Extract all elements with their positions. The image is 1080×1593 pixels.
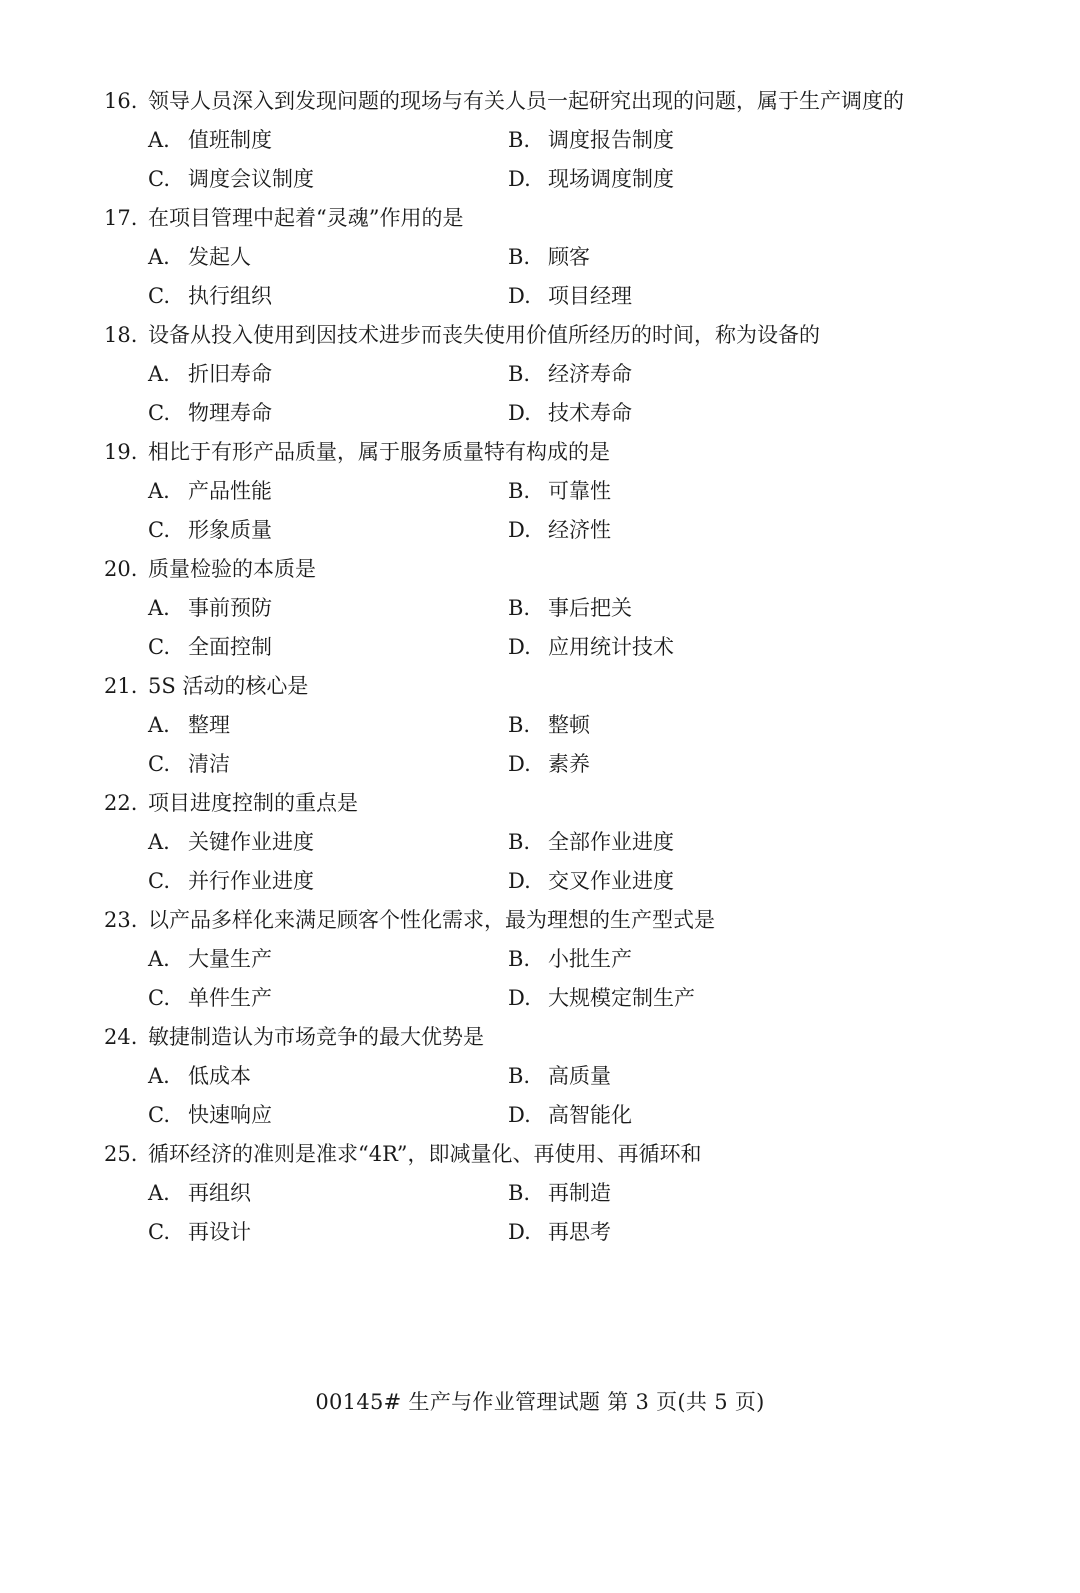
option-letter: A.: [148, 830, 170, 854]
question-item: [0, 1018, 1080, 1135]
option-d: [508, 1096, 632, 1135]
option-letter: A.: [148, 362, 170, 386]
option-letter: A.: [148, 713, 170, 737]
option-text: 再思考: [548, 1220, 611, 1244]
option-letter: B.: [508, 1181, 531, 1205]
question-text: 设备从投入使用到因技术进步而丧失使用价值所经历的时间，称为设备的: [148, 323, 820, 347]
option-a: [148, 121, 272, 160]
option-text: 产品性能: [188, 479, 272, 503]
option-letter: A.: [148, 947, 170, 971]
option-letter: A.: [148, 1064, 170, 1088]
option-text: 应用统计技术: [548, 635, 674, 659]
option-letter: D.: [508, 284, 531, 308]
question-item: [0, 1135, 1080, 1252]
option-letter: A.: [148, 596, 170, 620]
question-list: [0, 82, 1080, 1252]
question-text: 质量检验的本质是: [148, 557, 316, 581]
question-number: 17.: [104, 206, 138, 230]
option-text: 再设计: [188, 1220, 251, 1244]
question-text: 以产品多样化来满足顾客个性化需求，最为理想的生产型式是: [148, 908, 715, 932]
question-text: 相比于有形产品质量，属于服务质量特有构成的是: [148, 440, 610, 464]
option-d: [508, 1213, 611, 1252]
option-letter: C.: [148, 752, 170, 776]
question-item: [0, 433, 1080, 550]
option-text: 值班制度: [188, 128, 272, 152]
option-text: 单件生产: [188, 986, 272, 1010]
question-number: 23.: [104, 908, 138, 932]
option-b: [508, 706, 590, 745]
question-number: 16.: [104, 89, 138, 113]
question-text: 5S 活动的核心是: [148, 674, 309, 698]
option-c: [148, 862, 314, 901]
option-text: 经济寿命: [548, 362, 632, 386]
question-item: [0, 82, 1080, 199]
option-b: [508, 121, 674, 160]
option-c: [148, 628, 272, 667]
question-stem: [104, 901, 715, 940]
option-text: 现场调度制度: [548, 167, 674, 191]
option-letter: B.: [508, 245, 531, 269]
option-text: 大规模定制生产: [548, 986, 695, 1010]
option-text: 事前预防: [188, 596, 272, 620]
option-letter: B.: [508, 1064, 531, 1088]
question-text: 在项目管理中起着“灵魂”作用的是: [148, 206, 464, 230]
option-text: 清洁: [188, 752, 230, 776]
option-text: 交叉作业进度: [548, 869, 674, 893]
option-text: 整理: [188, 713, 230, 737]
option-text: 全面控制: [188, 635, 272, 659]
option-d: [508, 979, 695, 1018]
question-number: 24.: [104, 1025, 138, 1049]
option-letter: D.: [508, 1103, 531, 1127]
option-text: 整顿: [548, 713, 590, 737]
question-item: [0, 901, 1080, 1018]
option-letter: C.: [148, 869, 170, 893]
question-text: 领导人员深入到发现问题的现场与有关人员一起研究出现的问题，属于生产调度的: [148, 89, 904, 113]
option-letter: D.: [508, 986, 531, 1010]
option-text: 全部作业进度: [548, 830, 674, 854]
page-footer: 00145# 生产与作业管理试题 第 3 页(共 5 页): [315, 1390, 765, 1414]
option-a: [148, 706, 230, 745]
option-letter: B.: [508, 128, 531, 152]
option-d: [508, 628, 674, 667]
option-a: [148, 589, 272, 628]
option-letter: C.: [148, 284, 170, 308]
option-text: 技术寿命: [548, 401, 632, 425]
option-text: 折旧寿命: [188, 362, 272, 386]
question-text: 敏捷制造认为市场竞争的最大优势是: [148, 1025, 484, 1049]
option-text: 高智能化: [548, 1103, 632, 1127]
question-stem: [104, 550, 316, 589]
option-letter: B.: [508, 947, 531, 971]
option-text: 调度会议制度: [188, 167, 314, 191]
option-b: [508, 1174, 611, 1213]
option-letter: C.: [148, 1220, 170, 1244]
option-letter: D.: [508, 518, 531, 542]
option-c: [148, 160, 314, 199]
option-letter: D.: [508, 635, 531, 659]
option-text: 并行作业进度: [188, 869, 314, 893]
question-stem: [104, 433, 610, 472]
option-text: 项目经理: [548, 284, 632, 308]
option-letter: A.: [148, 479, 170, 503]
option-text: 低成本: [188, 1064, 251, 1088]
option-d: [508, 745, 590, 784]
option-c: [148, 1096, 272, 1135]
option-c: [148, 511, 272, 550]
option-b: [508, 1057, 611, 1096]
option-text: 调度报告制度: [548, 128, 674, 152]
option-letter: A.: [148, 128, 170, 152]
option-b: [508, 940, 632, 979]
option-letter: C.: [148, 401, 170, 425]
option-letter: C.: [148, 986, 170, 1010]
option-text: 素养: [548, 752, 590, 776]
option-a: [148, 823, 314, 862]
option-text: 发起人: [188, 245, 251, 269]
option-letter: B.: [508, 830, 531, 854]
option-letter: B.: [508, 596, 531, 620]
option-text: 再组织: [188, 1181, 251, 1205]
option-b: [508, 589, 632, 628]
option-text: 关键作业进度: [188, 830, 314, 854]
question-item: [0, 550, 1080, 667]
option-d: [508, 160, 674, 199]
option-letter: A.: [148, 1181, 170, 1205]
option-d: [508, 511, 611, 550]
option-a: [148, 940, 272, 979]
option-text: 再制造: [548, 1181, 611, 1205]
option-letter: C.: [148, 167, 170, 191]
option-b: [508, 472, 611, 511]
option-text: 顾客: [548, 245, 590, 269]
option-letter: B.: [508, 362, 531, 386]
question-stem: [104, 316, 820, 355]
option-letter: B.: [508, 713, 531, 737]
option-a: [148, 355, 272, 394]
question-stem: [104, 784, 358, 823]
option-a: [148, 1174, 251, 1213]
option-b: [508, 238, 590, 277]
question-stem: [104, 1018, 484, 1057]
option-letter: D.: [508, 401, 531, 425]
option-letter: C.: [148, 518, 170, 542]
option-b: [508, 355, 632, 394]
option-c: [148, 277, 272, 316]
question-number: 22.: [104, 791, 138, 815]
question-number: 21.: [104, 674, 138, 698]
option-d: [508, 862, 674, 901]
question-stem: [104, 82, 904, 121]
option-c: [148, 394, 272, 433]
option-letter: D.: [508, 752, 531, 776]
option-c: [148, 745, 230, 784]
option-text: 可靠性: [548, 479, 611, 503]
question-item: [0, 316, 1080, 433]
option-text: 大量生产: [188, 947, 272, 971]
question-text: 项目进度控制的重点是: [148, 791, 358, 815]
option-letter: C.: [148, 1103, 170, 1127]
question-stem: [104, 667, 308, 706]
question-number: 20.: [104, 557, 138, 581]
option-d: [508, 277, 632, 316]
option-letter: D.: [508, 1220, 531, 1244]
question-item: [0, 667, 1080, 784]
option-letter: D.: [508, 167, 531, 191]
question-stem: [104, 199, 463, 238]
option-c: [148, 979, 272, 1018]
option-letter: B.: [508, 479, 531, 503]
option-c: [148, 1213, 251, 1252]
question-number: 19.: [104, 440, 138, 464]
question-number: 18.: [104, 323, 138, 347]
option-text: 小批生产: [548, 947, 632, 971]
option-b: [508, 823, 674, 862]
option-letter: A.: [148, 245, 170, 269]
option-text: 物理寿命: [188, 401, 272, 425]
option-text: 高质量: [548, 1064, 611, 1088]
question-text: 循环经济的准则是准求“4R”，即减量化、再使用、再循环和: [148, 1142, 702, 1166]
option-a: [148, 472, 272, 511]
option-text: 快速响应: [188, 1103, 272, 1127]
option-text: 经济性: [548, 518, 611, 542]
question-item: [0, 784, 1080, 901]
option-d: [508, 394, 632, 433]
question-stem: [104, 1135, 702, 1174]
option-text: 事后把关: [548, 596, 632, 620]
option-letter: C.: [148, 635, 170, 659]
option-letter: D.: [508, 869, 531, 893]
option-a: [148, 1057, 251, 1096]
question-number: 25.: [104, 1142, 138, 1166]
option-text: 形象质量: [188, 518, 272, 542]
option-text: 执行组织: [188, 284, 272, 308]
option-a: [148, 238, 251, 277]
question-item: [0, 199, 1080, 316]
